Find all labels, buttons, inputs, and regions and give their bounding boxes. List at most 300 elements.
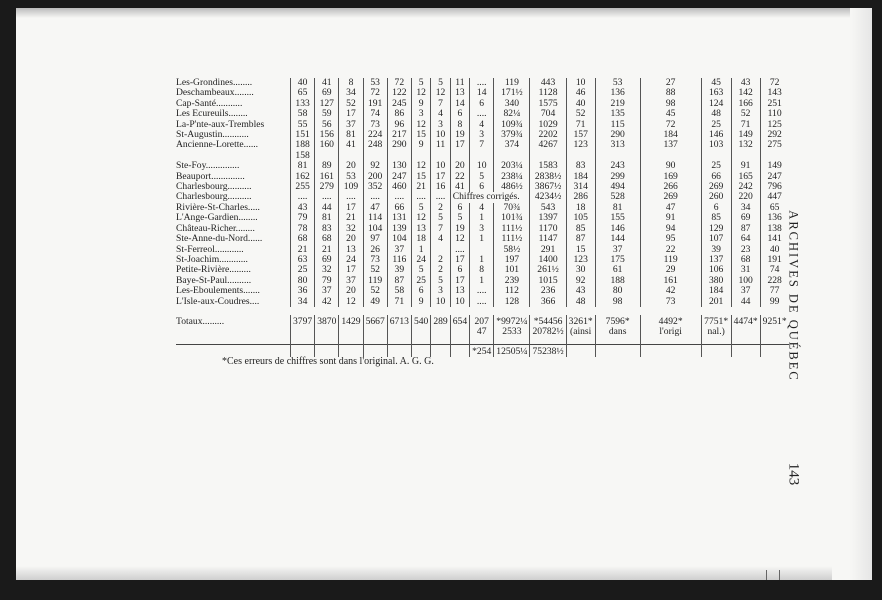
table-cell: 340 <box>494 99 530 109</box>
totals-cell: 3870 <box>315 315 339 327</box>
totals-cell <box>450 327 469 344</box>
table-cell: 112 <box>494 286 530 296</box>
table-cell: 443 <box>530 78 566 88</box>
table-cell: 292 <box>760 130 788 140</box>
place-name: Ste-Foy.............. <box>176 160 240 172</box>
table-cell: 17 <box>450 276 469 286</box>
table-cell: 99 <box>760 297 788 307</box>
table-cell: 9 <box>411 297 430 307</box>
place-name: St-Augustin........... <box>176 129 249 141</box>
table-cell: 119 <box>640 255 701 265</box>
table-cell: 43 <box>291 203 315 213</box>
table-cell: 98 <box>640 99 701 109</box>
table-cell: 37 <box>315 286 339 296</box>
table-cell: 73 <box>640 297 701 307</box>
table-cell: 279 <box>315 182 339 192</box>
table-cell: 1583 <box>530 161 566 171</box>
table-cell: 73 <box>363 255 387 265</box>
table-cell: 36 <box>291 286 315 296</box>
table-cell: 25 <box>291 265 315 275</box>
totals-cell: 4474* <box>731 315 760 327</box>
table-cell: 66 <box>701 172 731 182</box>
place-name: L'Isle-aux-Coudres.... <box>176 295 260 307</box>
table-cell: 110 <box>760 109 788 119</box>
table-cell: 41 <box>450 182 469 192</box>
totals-cell: 20782½ <box>530 327 566 344</box>
totals-cell: 1429 <box>339 315 363 327</box>
table-cell: 9 <box>411 140 430 150</box>
table-cell: 161 <box>640 276 701 286</box>
place-name: La-P'nte-aux-Trembles <box>176 118 265 130</box>
place-name: Rivière-St-Charles..... <box>176 201 260 213</box>
scan-edge-mark <box>766 570 780 580</box>
table-cell: 47 <box>640 203 701 213</box>
table-cell: 299 <box>595 172 640 182</box>
page-number: 143 <box>785 462 802 486</box>
table-cell: 80 <box>291 276 315 286</box>
table-cell: 22 <box>450 172 469 182</box>
table-cell: 15 <box>411 130 430 140</box>
table-cell: 191 <box>760 255 788 265</box>
table-cell: 20 <box>339 234 363 244</box>
table-cell: 6 <box>411 286 430 296</box>
table-cell: 79 <box>315 276 339 286</box>
table-cell: 44 <box>731 297 760 307</box>
table-cell: 83 <box>315 224 339 234</box>
totals-cell: dans <box>595 327 640 344</box>
totals-cell: 9251* <box>760 315 788 327</box>
table-cell: 52 <box>363 265 387 275</box>
table-cell: 543 <box>530 203 566 213</box>
table-cell: 52 <box>339 99 363 109</box>
table-cell: 13 <box>411 224 430 234</box>
table-cell: 161 <box>315 172 339 182</box>
table-cell: 17 <box>339 203 363 213</box>
table-cell: 261½ <box>530 265 566 275</box>
census-table-body <box>176 78 789 357</box>
table-cell: 119 <box>363 276 387 286</box>
totals-cell <box>339 327 363 344</box>
totals-cell: 289 <box>431 315 450 327</box>
totals-cell <box>640 344 701 357</box>
place-name: St-Ferreol............ <box>176 243 244 255</box>
table-cell: 149 <box>760 161 788 171</box>
place-name: Baye-St-Paul.......... <box>176 274 252 286</box>
table-cell: 116 <box>387 255 411 265</box>
table-cell: 1397 <box>530 213 566 223</box>
table-cell: 2 <box>431 203 450 213</box>
place-name: Les-Grondines........ <box>176 77 253 88</box>
table-cell: 52 <box>363 286 387 296</box>
table-cell: 1015 <box>530 276 566 286</box>
table-cell: 157 <box>566 130 595 140</box>
table-cell: 197 <box>494 255 530 265</box>
table-cell: 6 <box>450 203 469 213</box>
table-cell: 6 <box>470 99 494 109</box>
table-cell: 255 <box>291 182 315 192</box>
table-cell: 37 <box>339 276 363 286</box>
table-cell: 184 <box>701 286 731 296</box>
table-cell: .... <box>470 286 494 296</box>
table-cell: 14 <box>450 99 469 109</box>
table-cell: 83 <box>566 161 595 171</box>
table-cell: 24 <box>339 255 363 265</box>
table-cell: 163 <box>701 88 731 98</box>
table-cell: 87 <box>387 276 411 286</box>
table-cell: 1 <box>470 213 494 223</box>
totals-cell <box>760 344 788 357</box>
totals-cell: 12505¼ <box>494 344 530 357</box>
table-cell: 105 <box>566 213 595 223</box>
table-cell: 447 <box>760 192 788 202</box>
table-cell: 3 <box>470 130 494 140</box>
table-cell: 17 <box>450 140 469 150</box>
table-cell: 111½ <box>494 224 530 234</box>
table-cell: 4 <box>470 120 494 130</box>
table-cell: 1128 <box>530 88 566 98</box>
table-cell: 146 <box>595 224 640 234</box>
totals-cell: 3797 <box>291 315 315 327</box>
table-cell: 3 <box>431 286 450 296</box>
table-cell: 16 <box>431 182 450 192</box>
table-cell: 139 <box>387 224 411 234</box>
table-cell: .... <box>315 192 339 202</box>
table-cell: 136 <box>595 88 640 98</box>
table-cell: 42 <box>315 297 339 307</box>
table-cell: 374 <box>494 140 530 150</box>
table-cell: 95 <box>640 234 701 244</box>
table-cell: .... <box>411 192 430 202</box>
table-cell: 122 <box>387 88 411 98</box>
totals-cell <box>731 327 760 344</box>
table-cell: 17 <box>339 109 363 119</box>
table-cell: 94 <box>640 224 701 234</box>
totals-cell: 654 <box>450 315 469 327</box>
table-cell: 68 <box>291 234 315 244</box>
table-cell: .... <box>387 192 411 202</box>
table-cell: 184 <box>640 130 701 140</box>
table-cell: 5 <box>431 213 450 223</box>
spacer-cell <box>176 307 789 315</box>
table-cell: .... <box>363 192 387 202</box>
table-cell: 47 <box>363 203 387 213</box>
place-name: Les Ecureuils........ <box>176 108 248 120</box>
table-cell: 17 <box>339 265 363 275</box>
table-cell: 486½ <box>494 182 530 192</box>
table-cell: 143 <box>760 88 788 98</box>
table-cell: 61 <box>595 265 640 275</box>
table-cell: 1 <box>470 255 494 265</box>
table-cell: 171½ <box>494 88 530 98</box>
totals-cell: (ainsi <box>566 327 595 344</box>
table-cell: 53 <box>339 172 363 182</box>
table-cell: 74 <box>760 265 788 275</box>
table-cell: 12 <box>411 213 430 223</box>
totals-row <box>176 327 789 344</box>
table-cell: 10 <box>450 297 469 307</box>
table-cell: 49 <box>363 297 387 307</box>
table-cell: 119 <box>494 78 530 88</box>
table-cell: 22 <box>640 245 701 255</box>
table-cell: 37 <box>595 245 640 255</box>
table-cell: 123 <box>566 255 595 265</box>
table-cell: 130 <box>387 161 411 171</box>
table-cell: 97 <box>363 234 387 244</box>
table-cell: 13 <box>339 245 363 255</box>
table-cell: .... <box>470 109 494 119</box>
table-cell: 39 <box>387 265 411 275</box>
table-cell: 137 <box>640 140 701 150</box>
table-cell: 219 <box>595 99 640 109</box>
table-cell: 69 <box>731 213 760 223</box>
table-cell: 245 <box>387 99 411 109</box>
totals-cell <box>450 344 469 357</box>
page-top-shadow <box>16 8 872 18</box>
table-cell: 2202 <box>530 130 566 140</box>
table-cell: 106 <box>701 265 731 275</box>
table-cell: 32 <box>315 265 339 275</box>
table-cell: 184 <box>566 172 595 182</box>
table-cell: 80 <box>595 286 640 296</box>
table-cell: 169 <box>640 172 701 182</box>
table-cell: 132 <box>731 140 760 150</box>
table-cell: 125 <box>760 120 788 130</box>
table-row <box>176 286 789 296</box>
table-cell: 131 <box>387 213 411 223</box>
table-cell: .... <box>450 245 469 255</box>
table-cell: 380 <box>701 276 731 286</box>
table-cell: 144 <box>595 234 640 244</box>
table-row <box>176 234 789 244</box>
table-cell: 71 <box>387 297 411 307</box>
table-cell: 142 <box>731 88 760 98</box>
table-row <box>176 140 789 150</box>
totals-cell: 47 <box>470 327 494 344</box>
table-cell: 17 <box>450 255 469 265</box>
totals-cell: 5667 <box>363 315 387 327</box>
table-cell: 20 <box>339 161 363 171</box>
place-name: Ancienne-Lorette...... <box>176 139 259 151</box>
table-cell: 18 <box>566 203 595 213</box>
table-cell: 286 <box>566 192 595 202</box>
table-cell: 25 <box>701 161 731 171</box>
table-cell: 5 <box>411 265 430 275</box>
table-cell: 1 <box>411 245 430 255</box>
place-name: Ste-Anne-du-Nord...... <box>176 233 263 245</box>
table-cell: 266 <box>640 182 701 192</box>
table-cell: 188 <box>595 276 640 286</box>
table-cell: 124 <box>701 99 731 109</box>
table-cell: 129 <box>701 224 731 234</box>
table-cell: 42 <box>640 286 701 296</box>
table-cell: 101¾ <box>494 213 530 223</box>
table-cell: 188 <box>291 140 315 150</box>
table-cell: 25 <box>411 276 430 286</box>
table-cell: 81 <box>595 203 640 213</box>
table-cell: 8 <box>450 120 469 130</box>
table-cell: 111½ <box>494 234 530 244</box>
table-cell: 239 <box>494 276 530 286</box>
totals-cell <box>701 344 731 357</box>
table-cell: 704 <box>530 109 566 119</box>
table-cell: 165 <box>731 172 760 182</box>
table-cell: 81 <box>315 213 339 223</box>
place-name: Cap-Santé........... <box>176 97 243 109</box>
table-cell: 20 <box>450 161 469 171</box>
table-cell: 96 <box>387 120 411 130</box>
table-cell: 65 <box>291 88 315 98</box>
table-cell: 58½ <box>494 245 530 255</box>
table-cell: 11 <box>431 140 450 150</box>
table-cell: 133 <box>291 99 315 109</box>
place-name: Charlesbourg.......... <box>176 191 252 203</box>
table-note: Chiffres corrigés. <box>450 192 530 202</box>
totals-cell: *9972¼ <box>494 315 530 327</box>
totals-cell: l'origi <box>640 327 701 344</box>
place-name: Deschambeaux........ <box>176 87 254 99</box>
table-cell: 247 <box>387 172 411 182</box>
table-cell: 10 <box>431 130 450 140</box>
table-cell: 269 <box>640 192 701 202</box>
table-cell: 104 <box>387 234 411 244</box>
table-cell: 115 <box>595 120 640 130</box>
table-cell: 175 <box>595 255 640 265</box>
table-cell: 1147 <box>530 234 566 244</box>
table-cell: 81 <box>339 130 363 140</box>
table-cell: 23 <box>731 245 760 255</box>
table-cell: 4234½ <box>530 192 566 202</box>
table-cell: 56 <box>315 120 339 130</box>
table-cell: 34 <box>731 203 760 213</box>
table-cell: 290 <box>595 130 640 140</box>
table-cell: 30 <box>566 265 595 275</box>
table-cell: 162 <box>291 172 315 182</box>
table-cell: 41 <box>315 78 339 88</box>
table-cell: 107 <box>701 234 731 244</box>
table-cell: 44 <box>315 203 339 213</box>
table-cell: 68 <box>315 234 339 244</box>
table-cell: 12 <box>411 161 430 171</box>
table-cell: 127 <box>315 99 339 109</box>
table-cell: 191 <box>363 99 387 109</box>
totals-cell: *254 <box>470 344 494 357</box>
table-cell: 12 <box>411 120 430 130</box>
table-cell: 3 <box>411 109 430 119</box>
table-cell: 72 <box>760 78 788 88</box>
table-cell: 48 <box>701 109 731 119</box>
table-cell: 19 <box>450 224 469 234</box>
table-cell: 141 <box>760 234 788 244</box>
table-cell: 13 <box>450 286 469 296</box>
table-cell: 74 <box>363 109 387 119</box>
table-cell: 366 <box>530 297 566 307</box>
totals-cell: 7751* <box>701 315 731 327</box>
table-cell: 247 <box>760 172 788 182</box>
totals-cell <box>431 327 450 344</box>
table-cell: 45 <box>640 109 701 119</box>
table-cell: 69 <box>315 88 339 98</box>
table-cell: 31 <box>731 265 760 275</box>
table-cell: 21 <box>339 213 363 223</box>
table-cell: 53 <box>595 78 640 88</box>
table-cell: 43 <box>566 286 595 296</box>
table-cell: 236 <box>530 286 566 296</box>
table-cell: 123 <box>566 140 595 150</box>
place-name: St-Joachim............ <box>176 253 248 265</box>
table-cell: 3 <box>470 224 494 234</box>
table-cell: 5 <box>411 78 430 88</box>
table-cell: 70¾ <box>494 203 530 213</box>
table-cell: 1 <box>470 276 494 286</box>
table-cell: 314 <box>566 182 595 192</box>
table-cell: 15 <box>566 245 595 255</box>
table-cell: .... <box>339 192 363 202</box>
table-cell: 5 <box>431 276 450 286</box>
table-cell: 6 <box>701 203 731 213</box>
table-cell: 7 <box>431 224 450 234</box>
table-cell: 55 <box>291 120 315 130</box>
table-cell: 251 <box>760 99 788 109</box>
table-cell: 146 <box>701 130 731 140</box>
table-cell: 156 <box>315 130 339 140</box>
table-cell: .... <box>470 297 494 307</box>
table-cell: 45 <box>701 78 731 88</box>
table-cell: 109 <box>339 182 363 192</box>
table-cell: 10 <box>470 161 494 171</box>
table-cell: 25 <box>701 120 731 130</box>
table-cell: 89 <box>315 161 339 171</box>
table-row <box>176 297 789 307</box>
table-cell: 52 <box>566 109 595 119</box>
table-cell: 460 <box>387 182 411 192</box>
table-spacer-row <box>176 307 789 315</box>
table-cell: 114 <box>363 213 387 223</box>
place-name: Les-Eboulements....... <box>176 285 260 297</box>
table-cell: 228 <box>760 276 788 286</box>
table-cell: 151 <box>291 130 315 140</box>
totals-cell: nal.) <box>701 327 731 344</box>
table-cell: 37 <box>387 245 411 255</box>
table-cell: 18 <box>411 234 430 244</box>
place-name: Petite-Rivière......... <box>176 264 251 276</box>
totals-cell <box>566 344 595 357</box>
table-cell: 8 <box>470 265 494 275</box>
table-cell: 27 <box>640 78 701 88</box>
table-cell: 3 <box>431 120 450 130</box>
table-cell: 43 <box>731 78 760 88</box>
table-cell: 101 <box>494 265 530 275</box>
totals-cell: 2533 <box>494 327 530 344</box>
table-cell: 64 <box>731 234 760 244</box>
table-cell: 63 <box>291 255 315 265</box>
table-cell: 91 <box>731 161 760 171</box>
table-cell: .... <box>431 192 450 202</box>
table-cell: 21 <box>315 245 339 255</box>
table-cell: 269 <box>701 182 731 192</box>
table-cell: 1170 <box>530 224 566 234</box>
table-cell: 160 <box>315 140 339 150</box>
table-cell: 71 <box>731 120 760 130</box>
table-cell: 41 <box>339 140 363 150</box>
table-cell: 21 <box>411 182 430 192</box>
totals-label <box>176 327 291 344</box>
table-cell: 103 <box>701 140 731 150</box>
table-cell: 224 <box>363 130 387 140</box>
table-cell: 104 <box>363 224 387 234</box>
table-cell: 59 <box>315 109 339 119</box>
footnote: *Ces erreurs de chiffres sont dans l'original. A. G. G. <box>222 356 434 367</box>
table-cell: 48 <box>566 297 595 307</box>
